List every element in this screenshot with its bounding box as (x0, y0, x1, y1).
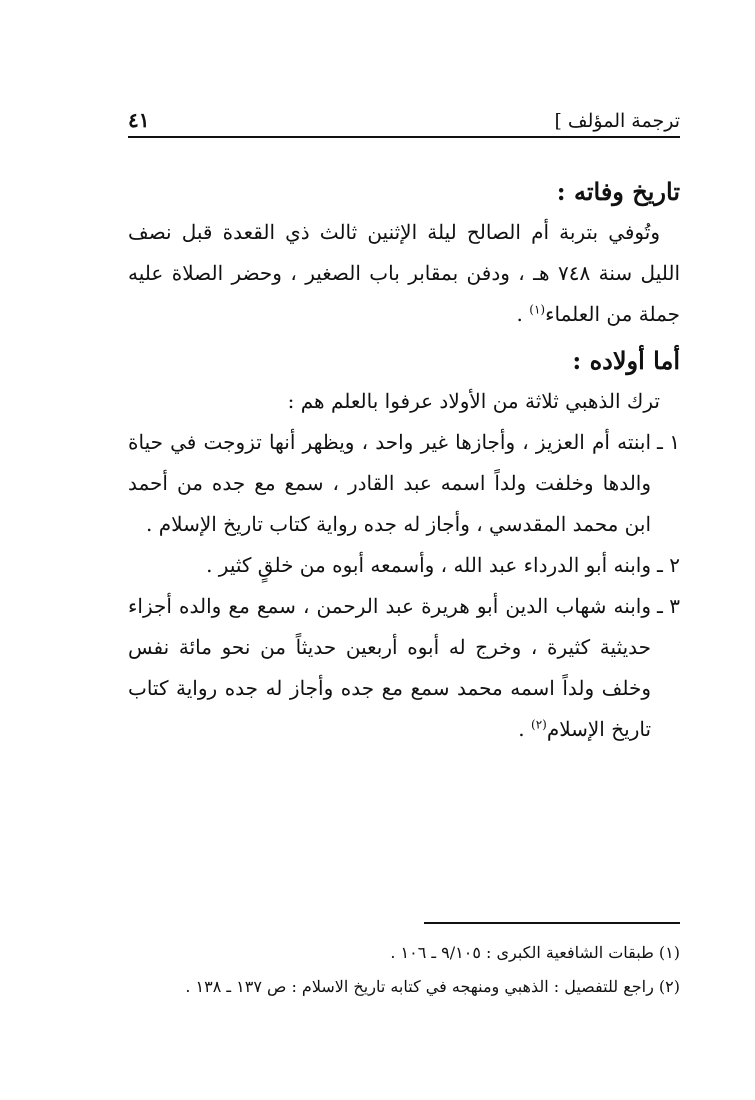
children-intro: ترك الذهبي ثلاثة من الأولاد عرفوا بالعلم هم : (287, 389, 660, 413)
death-paragraph (128, 212, 680, 335)
list-item-body: وابنه أبو الدرداء عبد الله ، وأسمعه أبوه من خلقٍ كثير . (206, 553, 652, 577)
death-tail: . (516, 302, 530, 326)
list-item-body: ابنته أم العزيز ، وأجازها غير واحد ، ويظهر أنها تزوجت في حياة والدها وخلفت ولداً اسمه عبد القادر ، سمع مع جده من أحمد ابن محمد المقدسي ، وأجاز له جده رواية كتاب تاريخ الإسلام . (128, 430, 652, 536)
list-item (128, 422, 680, 545)
footnote-marker: (١) (658, 943, 680, 962)
list-item-text (128, 586, 651, 750)
list-item (128, 545, 680, 586)
footnote-marker: (٢) (658, 977, 680, 996)
list-item-tail: . (518, 717, 531, 741)
footnote-ref-2: (٢) (531, 717, 547, 732)
footnote-ref-1: (١) (529, 302, 546, 317)
children-heading: أما أولاده : (572, 346, 680, 375)
list-item-body: وابنه شهاب الدين أبو هريرة عبد الرحمن ، سمع مع والده أجزاء حديثية كثيرة ، وخرج له أبوه أربعين حديثاً من نحو مائة نفس وخلف ولداً اسمه محمد سمع مع جده وأجاز له جده رواية كتاب تاريخ الإسلام (128, 594, 652, 741)
death-text: وتُوفي بتربة أم الصالح ليلة الإثنين ثالث ذي القعدة قبل نصف الليل سنة ٧٤٨ هـ ، ودفن بمقابر باب الصغير ، وحضر الصلاة عليه جملة من العلماء (128, 220, 680, 326)
list-item-text (128, 422, 651, 545)
list-item-number: ٢ ـ (657, 553, 680, 577)
page-body (128, 96, 680, 750)
footnote-2 (128, 970, 680, 1004)
running-header (128, 96, 680, 138)
list-item-number: ١ ـ (657, 430, 680, 454)
footnotes (128, 936, 680, 1004)
running-title: ترجمة المؤلف ] (554, 110, 680, 132)
page-number: ٤١ (128, 108, 150, 132)
list-item-number: ٣ ـ (657, 594, 680, 618)
footnote-1 (128, 936, 680, 970)
death-heading: تاريخ وفاته : (556, 177, 680, 206)
footnote-divider (424, 922, 680, 924)
list-item (128, 586, 680, 750)
list-item-text (128, 545, 651, 586)
footnote-text: راجع للتفصيل : الذهبي ومنهجه في كتابه تاريخ الاسلام : ص ١٣٧ ـ ١٣٨ . (185, 977, 654, 996)
footnote-text: طبقات الشافعية الكبرى : ٩/١٠٥ ـ ١٠٦ . (390, 943, 654, 962)
